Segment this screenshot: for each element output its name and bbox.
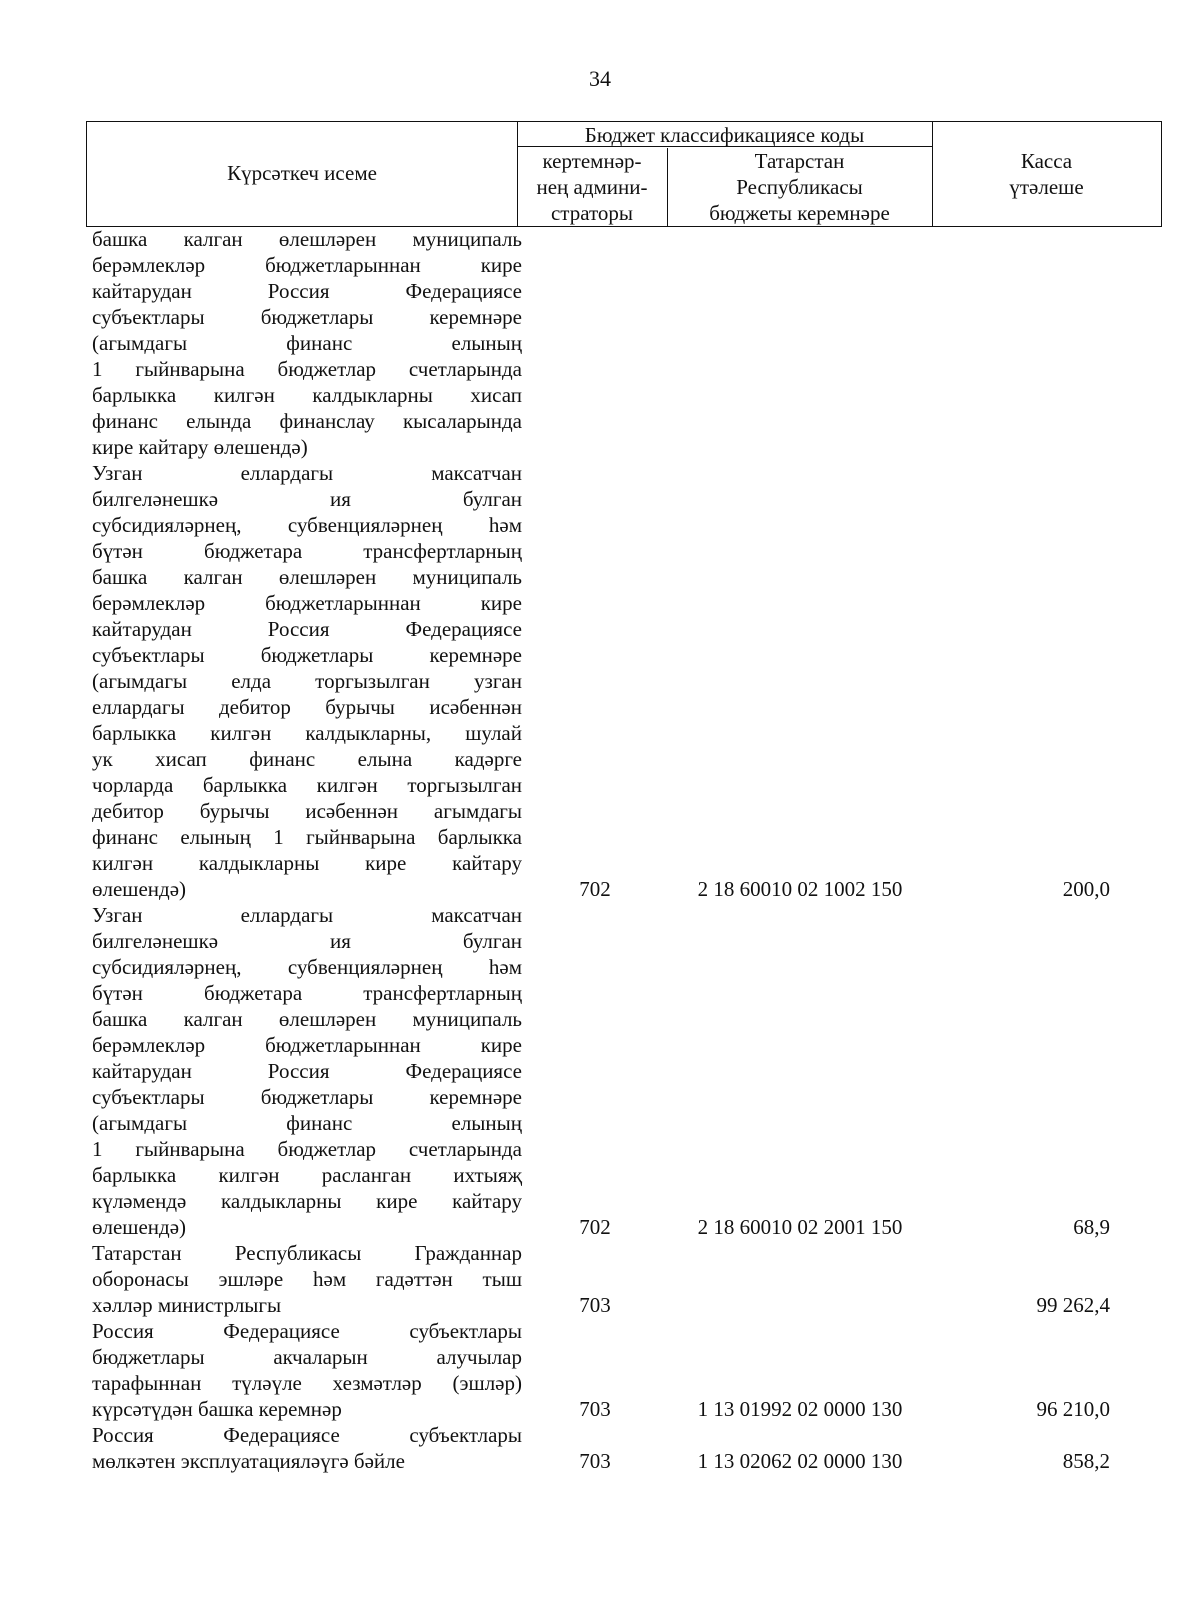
- table-row: [0, 1240, 1200, 1318]
- row-budget-code: 2 18 60010 02 1002 150: [697, 877, 903, 901]
- row-budget-code: 1 13 02062 02 0000 130: [697, 1449, 903, 1473]
- header-revenue-column: Татарстан Республикасы бюджеты керемнәре: [709, 149, 890, 225]
- table-row: [0, 1422, 1200, 1474]
- row-admin-code: 703: [579, 1397, 611, 1421]
- table-row: [0, 1318, 1200, 1422]
- row-cash-amount: 99 262,4: [1036, 1293, 1110, 1317]
- row-cash-amount: 68,9: [1073, 1215, 1110, 1239]
- row-budget-code: 1 13 01992 02 0000 130: [697, 1397, 903, 1421]
- row-indicator-name: Узган еллардагы максатчан билгеләнешкә ия булган субсидияләрнең, субвенцияләрнең һәм бүтән бюджетара трансфертларның башка калган өлешләрен муниципаль берәмлекләр бюджетларыннан кире кайтарудан Россия Федерациясе субъектлары бюджетлары керемнәре (агымдагы елда торгызылган узган еллардагы дебитор бурычы исәбеннән барлыкка килгән калдыкларны, шулай ук хисап финанс елына кадәрге чорларда барлыкка килгән торгызылган дебитор бурычы исәбеннән агымдагы финанс елының 1 гыйнварына барлыкка килгән калдыкларны кире кайтару өлешендә): [92, 461, 522, 901]
- row-cash-amount: 200,0: [1062, 877, 1110, 901]
- row-cash-amount: 858,2: [1062, 1449, 1110, 1473]
- row-admin-code: 702: [579, 877, 611, 901]
- row-admin-code: 702: [579, 1215, 611, 1239]
- table-row: [0, 902, 1200, 1240]
- row-indicator-name: Татарстан Республикасы Гражданнар оборонасы эшләре һәм гадәттән тыш хәлләр министрлыгы: [92, 1241, 522, 1317]
- header-name-column: Күрсәткеч исеме: [227, 161, 377, 185]
- row-indicator-name: Россия Федерациясе субъектлары мөлкәтен эксплуатацияләүгә бәйле: [92, 1423, 522, 1473]
- row-indicator-name: башка калган өлешләрен муниципаль берәмлекләр бюджетларыннан кире кайтарудан Россия Федерациясе субъектлары бюджетлары керемнәре (агымдагы финанс елының 1 гыйнварына бюджетлар счетларында барлыкка килгән калдыкларны хисап финанс елында финанслау кысаларында кире кайтару өлешендә): [92, 227, 522, 459]
- row-admin-code: 703: [579, 1293, 611, 1317]
- row-admin-code: 703: [579, 1449, 611, 1473]
- header-admin-column: кертемнәр- нең админи- страторы: [536, 149, 648, 225]
- row-budget-code: 2 18 60010 02 2001 150: [697, 1215, 903, 1239]
- table-header: [86, 121, 1162, 227]
- table-row: [0, 226, 1200, 460]
- row-cash-amount: 96 210,0: [1036, 1397, 1110, 1421]
- header-classification-group: Бюджет классификациясе коды: [584, 123, 865, 147]
- row-indicator-name: Узган еллардагы максатчан билгеләнешкә ия булган субсидияләрнең, субвенцияләрнең һәм бүтән бюджетара трансфертларның башка калган өлешләрен муниципаль берәмлекләр бюджетларыннан кире кайтарудан Россия Федерациясе субъектлары бюджетлары керемнәре (агымдагы финанс елының 1 гыйнварына бюджетлар счетларында барлыкка килгән расланган ихтыяҗ күләмендә калдыкларны кире кайтару өлешендә): [92, 903, 522, 1239]
- table-row: [0, 460, 1200, 902]
- page-number: 34: [589, 66, 611, 91]
- header-cash-column: Касса үтәлеше: [1009, 149, 1084, 199]
- row-indicator-name: Россия Федерациясе субъектлары бюджетлары акчаларын алучылар тарафыннан түләүле хезмәтләр (эшләр) күрсәтүдән башка керемнәр: [92, 1319, 522, 1421]
